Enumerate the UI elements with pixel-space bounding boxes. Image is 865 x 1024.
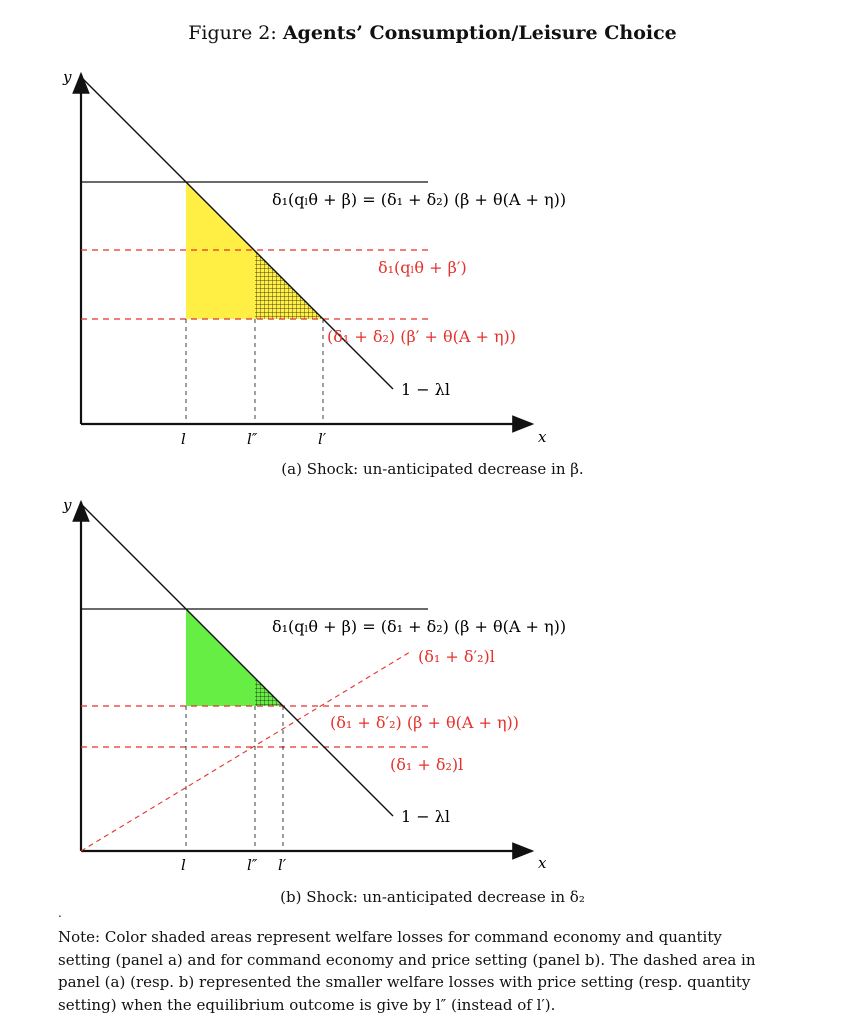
panel-b-diag-label: (δ₁ + δ′₂)l [418, 647, 495, 666]
panel-b [62, 496, 566, 874]
panel-a [62, 68, 566, 448]
figure-prefix: Figure 2: [188, 22, 277, 44]
panel-a-tick-l1: l′ [318, 430, 327, 448]
panel-b-y-label: y [63, 496, 72, 514]
panel-a-budget-label: δ₁(qₗθ + β) = (δ₁ + δ₂) (β + θ(A + η)) [272, 190, 567, 209]
figure-title-text: Agents’ Consumption/Leisure Choice [282, 22, 677, 44]
panel-a-caption: (a) Shock: un-anticipated decrease in β. [281, 460, 584, 478]
panel-a-line-label: 1 − λl [401, 380, 451, 399]
panel-a-tick-l2: l″ [247, 430, 258, 448]
panel-b-upper-label: (δ₁ + δ′₂) (β + θ(A + η)) [330, 713, 520, 732]
panel-b-caption: (b) Shock: un-anticipated decrease in δ₂ [280, 888, 585, 906]
panel-b-tick-l: l [181, 856, 186, 874]
panel-b-budget-label: δ₁(qₗθ + β) = (δ₁ + δ₂) (β + θ(A + η)) [272, 617, 567, 636]
panel-b-lower-label: (δ₁ + δ₂)l [390, 755, 464, 774]
panel-b-tick-l2: l″ [247, 856, 258, 874]
panel-b-constraint-line [81, 504, 393, 816]
panel-a-lower-label: (δ₁ + δ₂) (β′ + θ(A + η)) [327, 327, 517, 346]
note-dot: . [58, 906, 62, 920]
panel-b-line-label: 1 − λl [401, 807, 451, 826]
panel-a-y-label: y [63, 68, 72, 86]
panel-b-tick-l1: l′ [278, 856, 287, 874]
panel-a-upper-label: δ₁(qₗθ + β′) [378, 258, 467, 277]
panel-a-x-label: x [538, 428, 547, 446]
panel-b-x-label: x [538, 854, 547, 872]
figure-note: Note: Color shaded areas represent welfare losses for command economy and quantity setting (panel a) and for command economy and price setting (panel b). The dashed area in panel (a) (resp. b) represented the smaller welfare losses with price setting (resp. quantity setting) when the equilibrium outcome is give by l″ (instead of l′). [58, 928, 756, 1014]
panel-a-tick-l: l [181, 430, 186, 448]
